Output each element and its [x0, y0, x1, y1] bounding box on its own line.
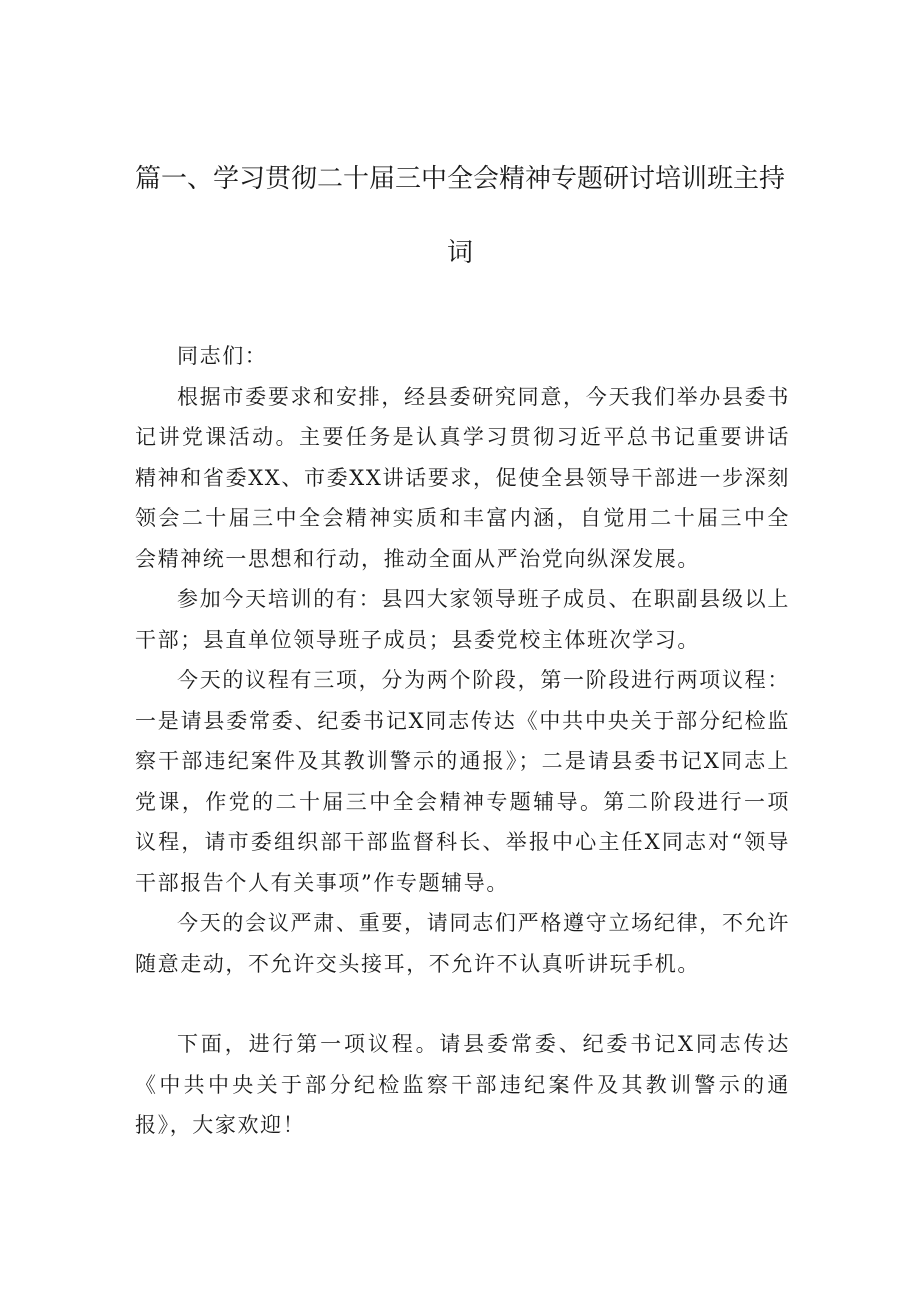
document-title: [135, 142, 785, 290]
document-body: [135, 336, 790, 1146]
paragraph-3: 今天的议程有三项，分为两个阶段，第一阶段进行两项议程：一是请县委常委、纪委书记X同志传达《中共中央关于部分纪检监察干部违纪案件及其教训警示的通报》；二是请县委书记X同志上党课，作党的二十届三中全会精神专题辅导。第二阶段进行一项议程，请市委组织部干部监督科长、举报中心主任X同志对“领导干部报告个人有关事项”作专题辅导。: [135, 668, 790, 895]
closing-paragraph: 下面，进行第一项议程。请县委常委、纪委书记X同志传达《中共中央关于部分纪检监察干部违纪案件及其教训警示的通报》，大家欢迎！: [135, 1032, 790, 1137]
paragraph-1: 根据市委要求和安排，经县委研究同意，今天我们举办县委书记讲党课活动。主要任务是认真学习贯彻习近平总书记重要讲话精神和省委XX、市委XX讲话要求，促使全县领导干部进一步深刻领会二十届三中全会精神实质和丰富内涵，自觉用二十届三中全会精神统一思想和行动，推动全面从严治党向纵深发展。: [135, 384, 790, 571]
paragraph-4: 今天的会议严肃、重要，请同志们严格遵守立场纪律，不允许随意走动，不允许交头接耳，不允许不认真听讲玩手机。: [135, 911, 790, 976]
paragraph-2: 参加今天培训的有：县四大家领导班子成员、在职副县级以上干部；县直单位领导班子成员；县委党校主体班次学习。: [135, 587, 790, 652]
title-line-2: 词: [446, 238, 473, 268]
title-line-1: 篇一、学习贯彻二十届三中全会精神专题研讨培训班主持: [135, 164, 786, 194]
salutation: 同志们：: [177, 344, 268, 368]
